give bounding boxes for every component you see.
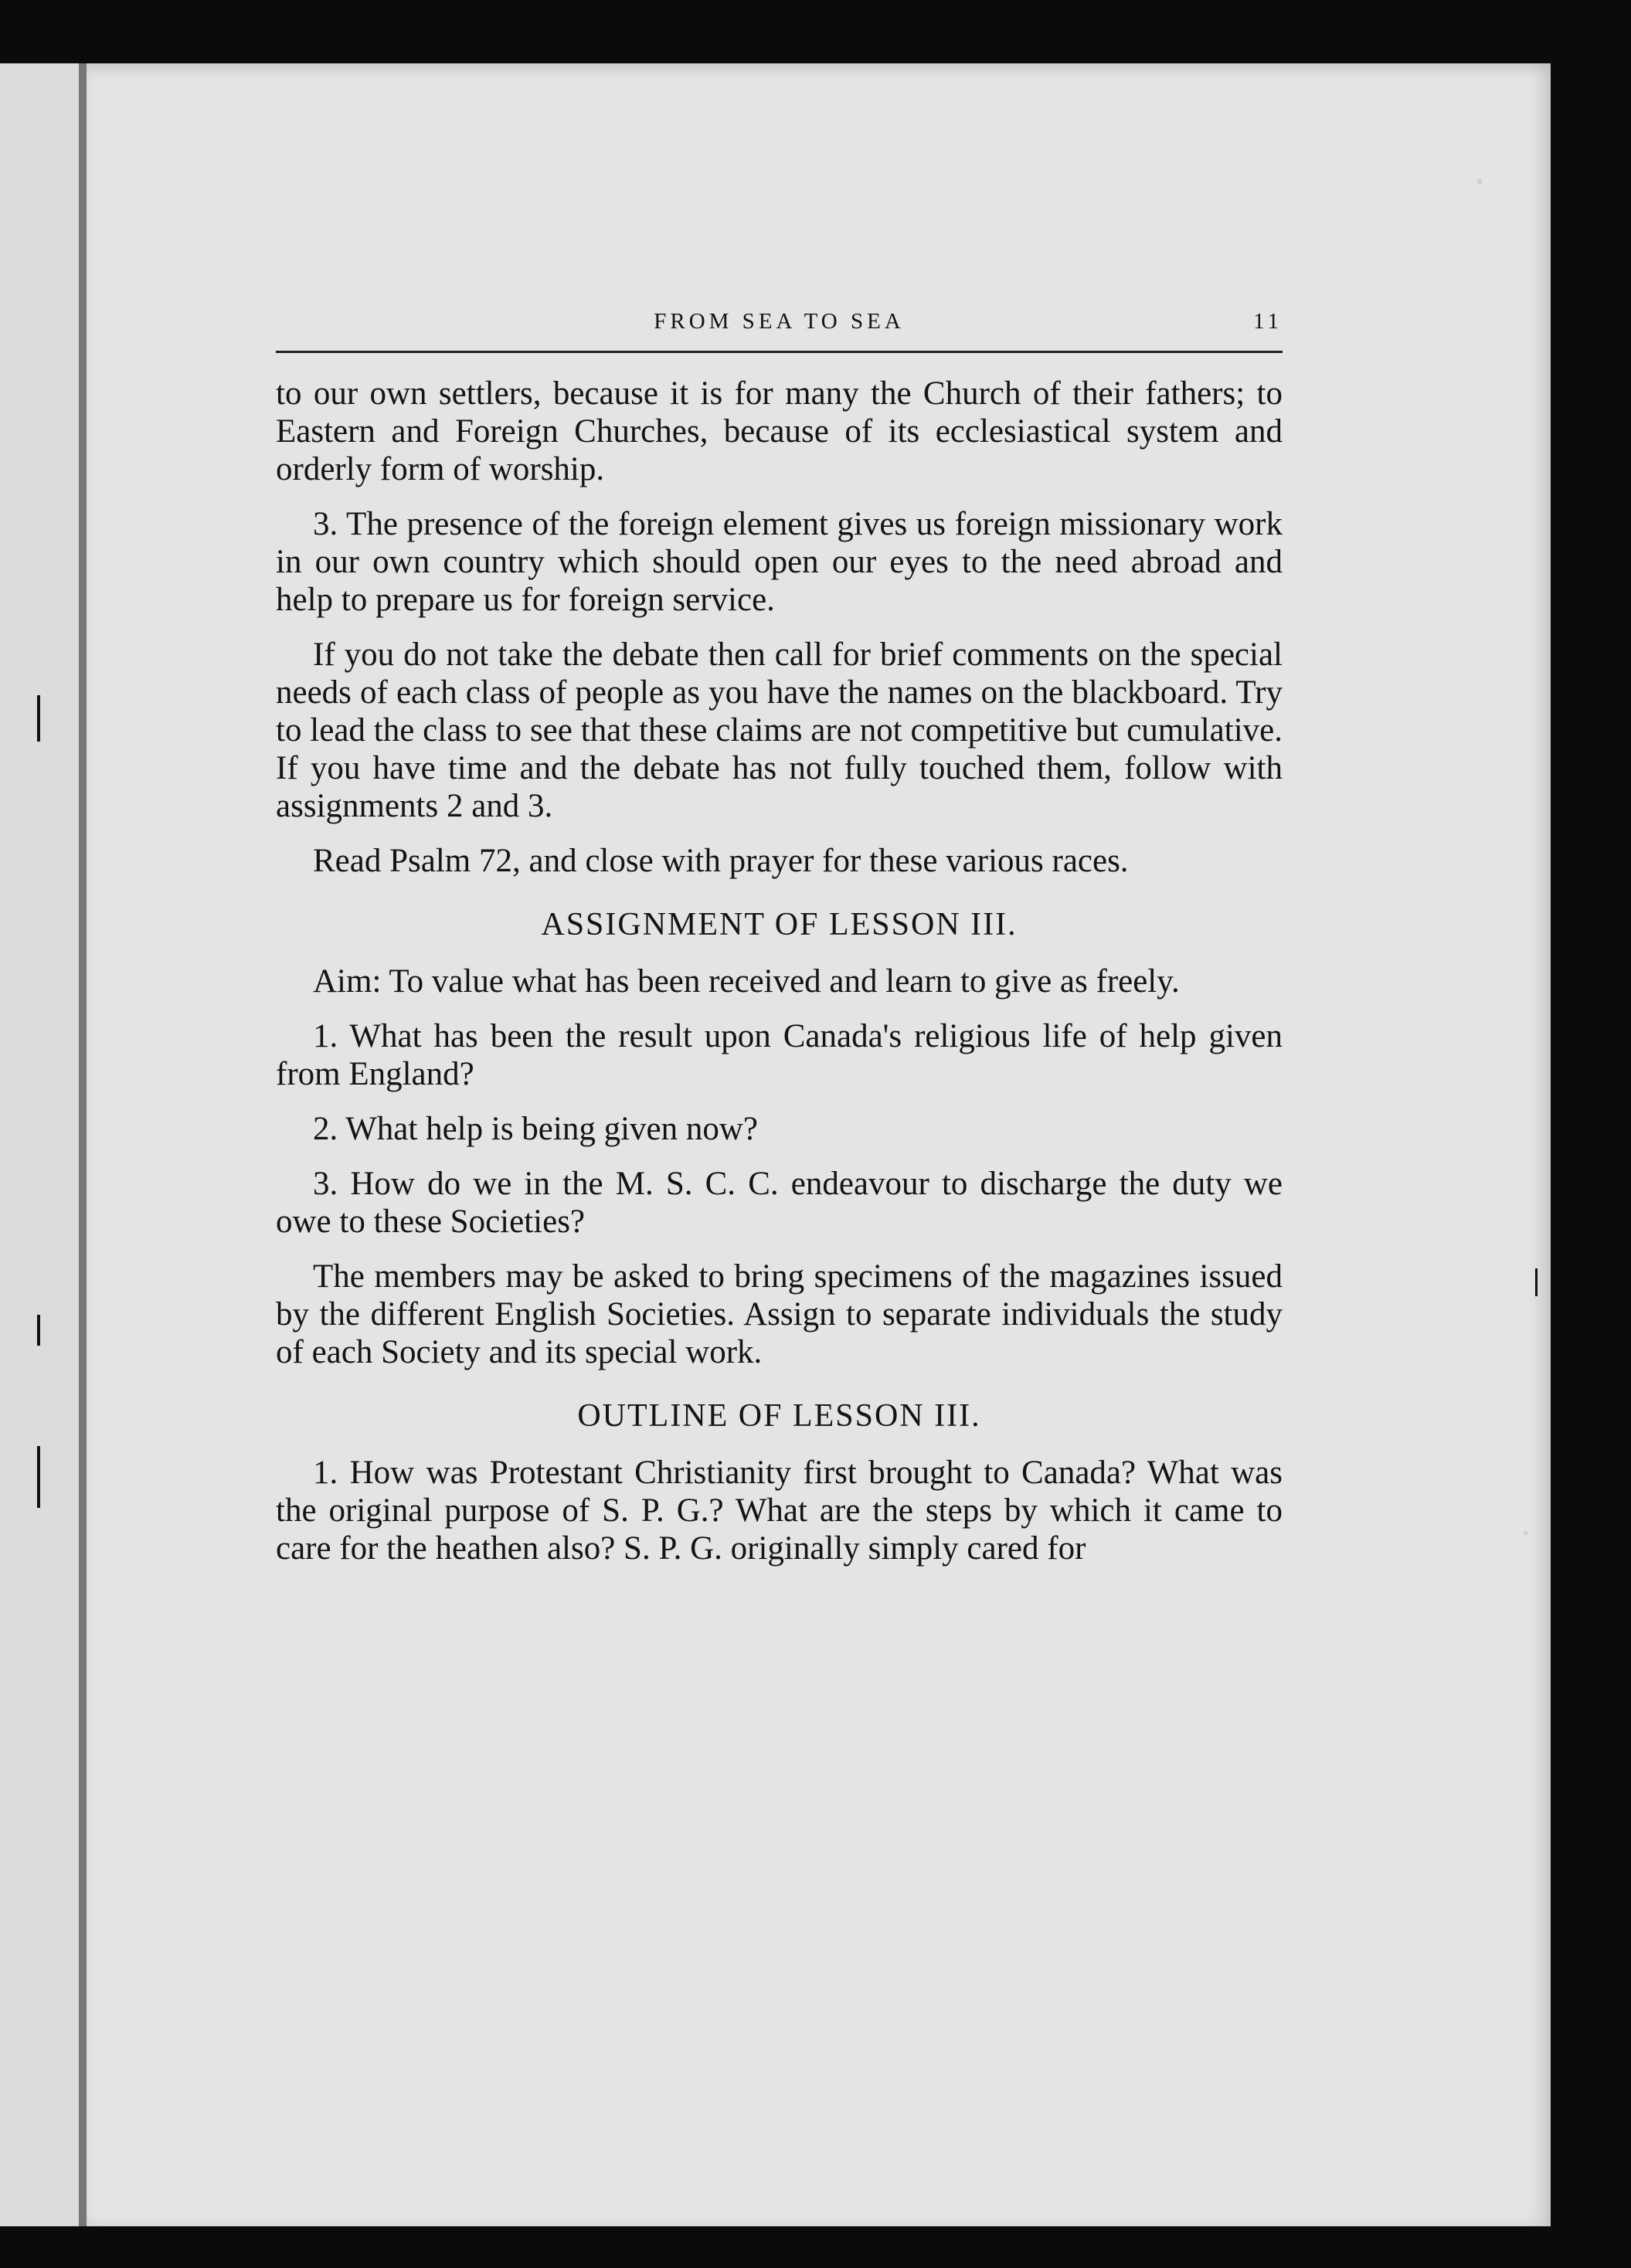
section-heading-assignment: ASSIGNMENT OF LESSON III. [541,907,1018,942]
book-page [87,63,1551,2226]
section-heading-outline: OUTLINE OF LESSON III. [577,1398,981,1434]
paragraph: Aim: To value what has been received and learn to give as freely. [313,963,1180,1000]
scan-speck [1524,1531,1527,1535]
page-number: 11 [1253,309,1283,334]
running-head [276,309,1283,340]
paragraph: 1. What has been the result upon Canada's religious life of help given from England? [276,1018,1283,1092]
paragraph: The members may be asked to bring specimens of the magazines issued by the different English Societies. Assign to separate individuals the study of each Society and its special work. [276,1258,1283,1370]
paragraph: 3. How do we in the M. S. C. C. endeavour to discharge the duty we owe to these Societies? [276,1166,1283,1240]
header-rule [276,351,1283,353]
paragraph: 1. How was Protestant Christianity first brought to Canada? What was the original purpose of S. P. G.? What are the steps by which it came to care for the heathen also? S. P. G. originally simply cared for [276,1455,1283,1567]
scan-mark [1535,1268,1538,1296]
body-text [276,375,1283,1584]
paragraph: If you do not take the debate then call for brief comments on the special needs of each class of people as you have the names on the blackboard. Try to lead the class to see that these claims are not competitive but cumulative. If you have time and the debate has not fully touched them, follow with assignments 2 and 3. [276,637,1283,824]
paragraph: to our own settlers, because it is for many the Church of their fathers; to Eastern and Foreign Churches, because of its ecclesiastical system and orderly form of worship. [276,375,1283,487]
running-head-title: FROM SEA TO SEA [654,309,905,334]
scan-mark [37,1446,40,1508]
paragraph: Read Psalm 72, and close with prayer for these various races. [313,843,1129,879]
page-gutter [79,63,87,2226]
facing-page-edge [0,63,79,2226]
scan-speck [1477,179,1482,184]
scan-mark [37,1315,40,1346]
scan-mark [37,695,40,742]
paragraph: 2. What help is being given now? [313,1111,759,1147]
paragraph: 3. The presence of the foreign element gives us foreign missionary work in our own country which should open our eyes to the need abroad and help to prepare us for foreign service. [276,506,1283,618]
